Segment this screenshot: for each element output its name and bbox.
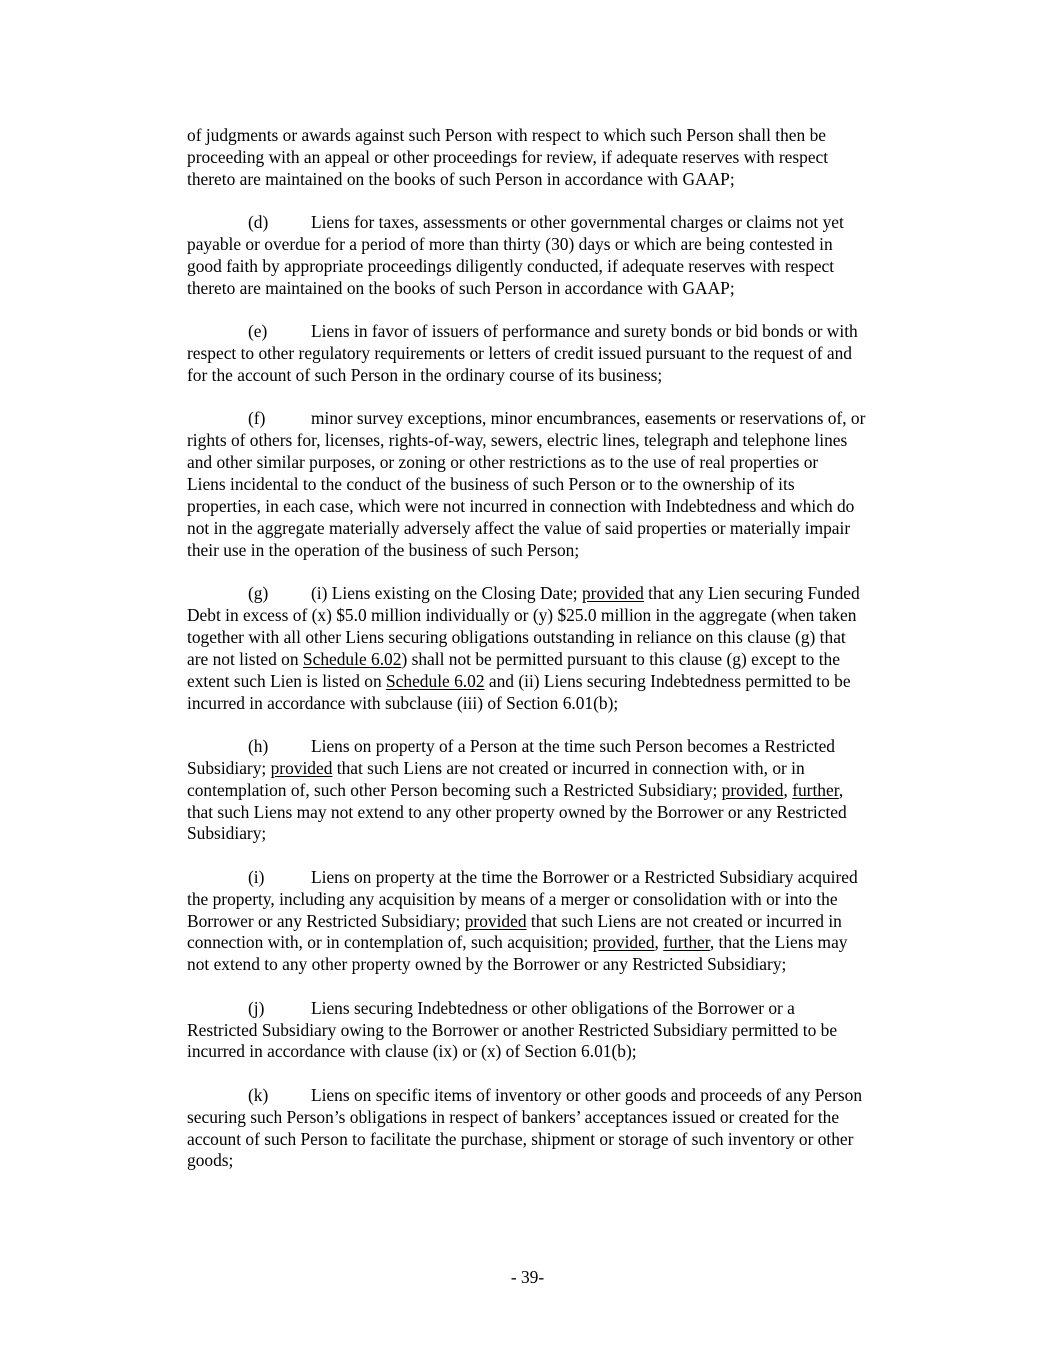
document-body bbox=[187, 125, 927, 1172]
defined-term: provided bbox=[721, 779, 784, 800]
text-run: connection with, or in contemplation of, such acquisition; bbox=[187, 932, 593, 953]
text-run: Subsidiary; bbox=[187, 757, 271, 778]
clause-h bbox=[187, 736, 927, 846]
text-line: properties, in each case, which were not incurred in connection with Indebtedness and which do bbox=[187, 495, 855, 516]
defined-term: provided bbox=[464, 910, 527, 931]
clause-label: (e) bbox=[248, 321, 268, 342]
text-line: payable or overdue for a period of more than thirty (30) days or which are being contested in bbox=[187, 234, 833, 255]
text-line: respect to other regulatory requirements or letters of credit issued pursuant to the request of and bbox=[187, 343, 852, 364]
text-line bbox=[187, 321, 927, 343]
clause-label: (g) bbox=[248, 582, 269, 603]
text-line: thereto are maintained on the books of such Person in accordance with GAAP; bbox=[187, 168, 735, 189]
clause-i bbox=[187, 867, 927, 977]
text-line bbox=[187, 736, 927, 758]
text-line bbox=[187, 780, 927, 802]
text-line: Debt in excess of (x) $5.0 million individually or (y) $25.0 million in the aggregate (when taken bbox=[187, 604, 857, 625]
defined-term: provided bbox=[270, 757, 333, 778]
text-run: , bbox=[654, 932, 664, 953]
text-line: incurred in accordance with subclause (iii) of Section 6.01(b); bbox=[187, 692, 619, 713]
clause-g bbox=[187, 583, 927, 714]
page-number: - 39- bbox=[510, 1267, 545, 1287]
clause-label: (k) bbox=[248, 1084, 269, 1105]
text-run: that such Liens are not created or incurred in connection with, or in bbox=[332, 757, 805, 778]
text-run: Liens on specific items of inventory or other goods and proceeds of any Person bbox=[311, 1084, 863, 1105]
text-run: that such Liens are not created or incurred in bbox=[526, 910, 842, 931]
text-line bbox=[187, 408, 927, 430]
text-run: are not listed on bbox=[187, 648, 303, 669]
text-line: and other similar purposes, or zoning or other restrictions as to the use of real properties or bbox=[187, 452, 819, 473]
text-line: not in the aggregate materially adversely affect the value of said properties or materially impair bbox=[187, 517, 851, 538]
paragraph-continuation bbox=[187, 125, 927, 191]
text-run: Borrower or any Restricted Subsidiary; bbox=[187, 910, 465, 931]
text-line: Liens incidental to the conduct of the business of such Person or to the ownership of its bbox=[187, 473, 795, 494]
text-run: Liens in favor of issuers of performance and surety bonds or bid bonds or with bbox=[311, 321, 858, 342]
defined-term: provided bbox=[581, 582, 644, 603]
text-line: for the account of such Person in the ordinary course of its business; bbox=[187, 364, 663, 385]
text-line bbox=[187, 911, 927, 933]
text-run: , bbox=[838, 779, 844, 800]
text-line bbox=[187, 583, 927, 605]
text-line: the property, including any acquisition by means of a merger or consolidation with or into the bbox=[187, 888, 838, 909]
text-run: Liens on property at the time the Borrower or a Restricted Subsidiary acquired bbox=[311, 866, 858, 887]
schedule-reference: Schedule 6.02 bbox=[302, 648, 402, 669]
text-run: , bbox=[783, 779, 793, 800]
text-line: goods; bbox=[187, 1150, 234, 1171]
text-line bbox=[187, 998, 927, 1020]
text-line: together with all other Liens securing obligations outstanding in reliance on this clause (g) that bbox=[187, 626, 846, 647]
defined-term: further bbox=[792, 779, 839, 800]
schedule-reference: Schedule 6.02 bbox=[386, 670, 485, 691]
clause-label: (i) bbox=[248, 866, 265, 887]
text-run: Liens on property of a Person at the time such Person becomes a Restricted bbox=[311, 735, 835, 756]
text-line bbox=[187, 212, 927, 234]
text-line bbox=[187, 1085, 927, 1107]
text-line: good faith by appropriate proceedings diligently conducted, if adequate reserves with respect bbox=[187, 255, 835, 276]
text-line: thereto are maintained on the books of such Person in accordance with GAAP; bbox=[187, 277, 735, 298]
defined-term: provided bbox=[592, 932, 655, 953]
text-line: proceeding with an appeal or other proceedings for review, if adequate reserves with respect bbox=[187, 146, 829, 167]
text-line bbox=[187, 758, 927, 780]
text-run: and (ii) Liens securing Indebtedness permitted to be bbox=[484, 670, 851, 691]
defined-term: further bbox=[663, 932, 710, 953]
text-line: of judgments or awards against such Person with respect to which such Person shall then be bbox=[187, 125, 826, 145]
text-run: Liens for taxes, assessments or other governmental charges or claims not yet bbox=[311, 212, 844, 233]
clause-f bbox=[187, 408, 927, 561]
text-line: securing such Person’s obligations in respect of bankers’ acceptances issued or created for the bbox=[187, 1106, 840, 1127]
clause-label: (f) bbox=[248, 408, 266, 429]
text-run: that any Lien securing Funded bbox=[643, 582, 860, 603]
text-line: their use in the operation of the business of such Person; bbox=[187, 539, 580, 560]
text-line: not extend to any other property owned by the Borrower or any Restricted Subsidiary; bbox=[187, 954, 787, 975]
text-line: rights of others for, licenses, rights-of-way, sewers, electric lines, telegraph and telephone lines bbox=[187, 430, 848, 451]
text-run: , that the Liens may bbox=[709, 932, 848, 953]
text-line: Subsidiary; bbox=[187, 823, 267, 844]
text-line bbox=[187, 867, 927, 889]
text-run: contemplation of, such other Person becoming such a Restricted Subsidiary; bbox=[187, 779, 722, 800]
text-line bbox=[187, 671, 927, 693]
text-run: ) shall not be permitted pursuant to this clause (g) except to the bbox=[401, 648, 840, 669]
text-line: that such Liens may not extend to any other property owned by the Borrower or any Restricted bbox=[187, 801, 847, 822]
text-run: (i) Liens existing on the Closing Date; bbox=[311, 582, 582, 603]
text-line: account of such Person to facilitate the purchase, shipment or storage of such inventory or other bbox=[187, 1128, 854, 1149]
text-line bbox=[187, 649, 927, 671]
clause-label: (h) bbox=[248, 735, 269, 756]
clause-e bbox=[187, 321, 927, 387]
text-run: Liens securing Indebtedness or other obligations of the Borrower or a bbox=[311, 997, 795, 1018]
clause-k bbox=[187, 1085, 927, 1173]
clause-j bbox=[187, 998, 927, 1064]
clause-label: (j) bbox=[248, 997, 265, 1018]
text-line: incurred in accordance with clause (ix) or (x) of Section 6.01(b); bbox=[187, 1041, 637, 1062]
text-line: Restricted Subsidiary owing to the Borrower or another Restricted Subsidiary permitted to be bbox=[187, 1019, 838, 1040]
text-run: minor survey exceptions, minor encumbrances, easements or reservations of, or bbox=[311, 408, 866, 429]
text-run: extent such Lien is listed on bbox=[187, 670, 386, 691]
clause-d bbox=[187, 212, 927, 300]
clause-label: (d) bbox=[248, 212, 269, 233]
text-line bbox=[187, 932, 927, 954]
